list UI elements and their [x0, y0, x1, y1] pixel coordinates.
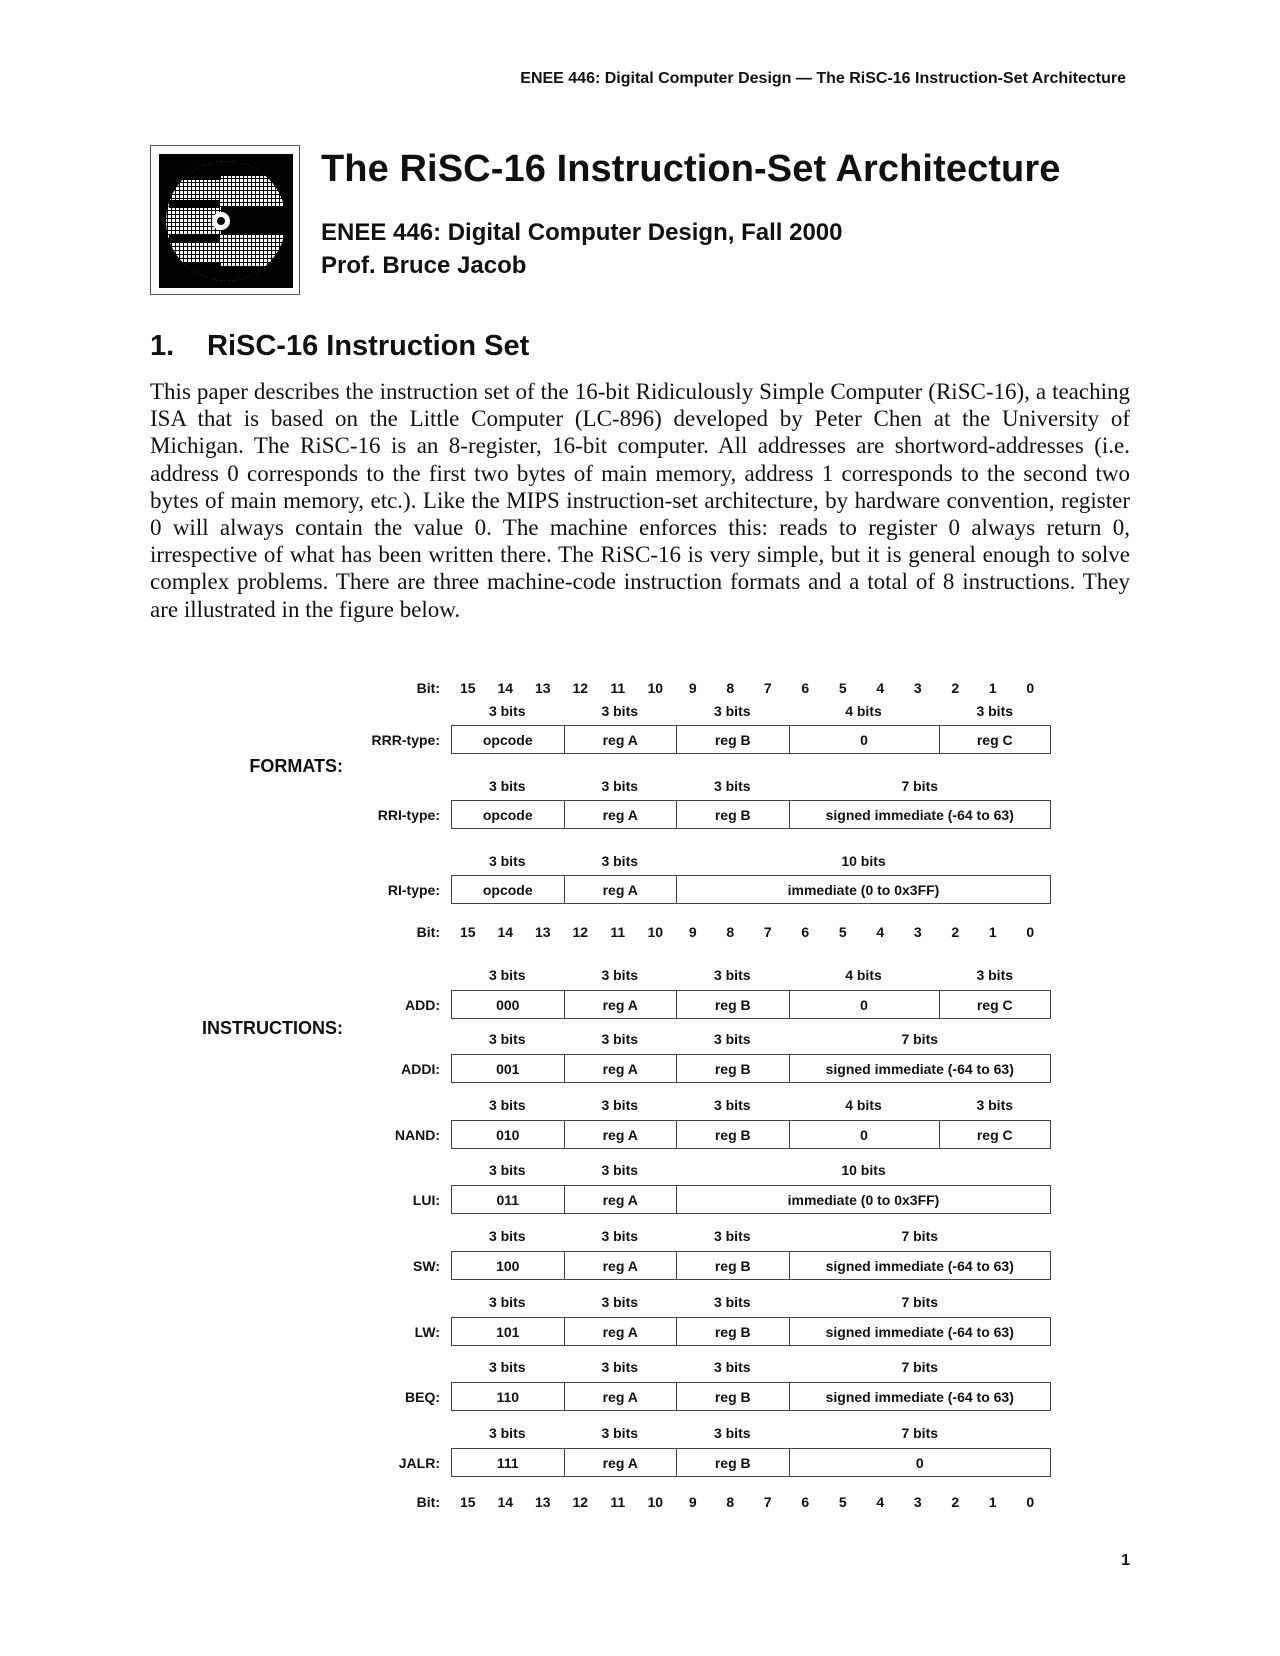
bit-number: 11: [610, 924, 626, 940]
row-label: LUI:: [412, 1192, 440, 1208]
bit-count-caption: 7 bits: [901, 1294, 939, 1310]
field-box: reg A: [564, 1382, 678, 1411]
field-box: reg B: [676, 1054, 790, 1083]
row-label: ADDI:: [401, 1061, 440, 1077]
row-label: RRI-type:: [377, 807, 440, 823]
field-box: reg A: [564, 1120, 678, 1149]
bit-count-caption: 3 bits: [713, 1359, 751, 1375]
bit-row-label: Bit:: [416, 680, 440, 696]
bit-number: 12: [572, 680, 589, 696]
bit-number: 7: [763, 924, 772, 940]
bit-count-caption: 3 bits: [713, 1425, 751, 1441]
field-box: 111: [451, 1448, 565, 1477]
bit-number: 1: [988, 680, 997, 696]
bit-count-caption: 3 bits: [976, 967, 1014, 983]
field-box: reg A: [564, 990, 678, 1019]
bit-number: 3: [913, 1494, 922, 1510]
bit-count-caption: 3 bits: [601, 967, 639, 983]
bit-number: 13: [534, 924, 551, 940]
bit-row-label: Bit:: [416, 1494, 440, 1510]
section-number: 1.: [150, 330, 175, 362]
formats-heading: FORMATS:: [249, 756, 343, 776]
course-line: ENEE 446: Digital Computer Design, Fall 2000: [321, 219, 843, 246]
logo-graphic: [159, 154, 293, 288]
bit-number: 11: [610, 680, 626, 696]
bit-count-caption: 3 bits: [976, 1097, 1014, 1113]
bit-number: 0: [1026, 1494, 1035, 1510]
bit-number: 8: [726, 924, 735, 940]
field-box: 0: [789, 1448, 1052, 1477]
bit-count-caption: 3 bits: [601, 1359, 639, 1375]
bit-number: 15: [459, 1494, 476, 1510]
bit-number: 9: [688, 680, 697, 696]
field-box: 0: [789, 725, 940, 754]
bit-count-caption: 7 bits: [901, 1031, 939, 1047]
bit-number: 12: [572, 1494, 589, 1510]
field-box: 010: [451, 1120, 565, 1149]
bit-number: 14: [497, 680, 514, 696]
bit-number: 1: [988, 924, 997, 940]
bit-number: 5: [838, 1494, 847, 1510]
subtitle-block: [321, 216, 842, 282]
bit-count-caption: 10 bits: [841, 853, 886, 869]
row-label: SW:: [413, 1258, 440, 1274]
field-box: opcode: [451, 725, 565, 754]
bit-number: 4: [876, 924, 885, 940]
bit-count-caption: 3 bits: [713, 1294, 751, 1310]
running-head: ENEE 446: Digital Computer Design — The RiSC-16 Instruction-Set Architecture: [520, 70, 1126, 87]
field-box: reg A: [564, 875, 678, 904]
bit-count-caption: 3 bits: [601, 1097, 639, 1113]
field-box: signed immediate (-64 to 63): [789, 800, 1052, 829]
field-box: 101: [451, 1317, 565, 1346]
bit-number: 5: [838, 680, 847, 696]
field-box: opcode: [451, 800, 565, 829]
bit-number: 14: [497, 1494, 514, 1510]
bit-number: 10: [647, 1494, 664, 1510]
row-label: BEQ:: [405, 1389, 440, 1405]
bit-count-caption: 7 bits: [901, 778, 939, 794]
instructions-heading: INSTRUCTIONS:: [202, 1018, 343, 1038]
field-box: signed immediate (-64 to 63): [789, 1382, 1052, 1411]
bit-number: 8: [726, 1494, 735, 1510]
bit-number: 2: [951, 1494, 960, 1510]
bit-count-caption: 3 bits: [713, 1228, 751, 1244]
field-box: opcode: [451, 875, 565, 904]
bit-count-caption: 3 bits: [488, 1031, 526, 1047]
bit-count-caption: 3 bits: [601, 1294, 639, 1310]
bit-number: 12: [572, 924, 589, 940]
bit-count-caption: 3 bits: [601, 778, 639, 794]
bit-count-caption: 3 bits: [488, 1294, 526, 1310]
bit-number: 4: [876, 1494, 885, 1510]
bit-count-caption: 3 bits: [488, 703, 526, 719]
bit-number: 1: [988, 1494, 997, 1510]
bit-number: 9: [688, 924, 697, 940]
intro-paragraph: This paper describes the instruction set of the 16-bit Ridiculously Simple Computer (RiSC-16), a teaching ISA that is based on the Little Computer (LC-896) developed by Peter Chen at the University of Michigan. The RiSC-16 is an 8-register, 16-bit computer. All addresses are shortword-addresses (i.e. address 0 corresponds to the first two bytes of main memory, address 1 corresponds to the second two bytes of main memory, etc.). Like the MIPS instruction-set architecture, by hardware convention, register 0 will always contain the value 0. The machine enforces this: reads to register 0 always return 0, irrespective of what has been written there. The RiSC-16 is very simple, but it is general enough to solve complex problems. There are three machine-code instruction formats and a total of 8 instructions. They are illustrated in the figure below.: [150, 379, 1130, 622]
author-line: Prof. Bruce Jacob: [321, 252, 527, 279]
bit-number: 3: [913, 924, 922, 940]
bit-row-label: Bit:: [416, 924, 440, 940]
bit-count-caption: 7 bits: [901, 1228, 939, 1244]
field-box: reg A: [564, 1251, 678, 1280]
field-box: reg C: [939, 990, 1052, 1019]
bit-count-caption: 3 bits: [601, 853, 639, 869]
bit-number: 10: [647, 680, 664, 696]
bit-count-caption: 3 bits: [488, 1162, 526, 1178]
bit-number: 3: [913, 680, 922, 696]
field-box: 0: [789, 990, 940, 1019]
bit-count-caption: 3 bits: [976, 703, 1014, 719]
bit-count-caption: 3 bits: [488, 1228, 526, 1244]
row-label: RI-type:: [387, 882, 440, 898]
field-box: 000: [451, 990, 565, 1019]
field-box: signed immediate (-64 to 63): [789, 1317, 1052, 1346]
bit-count-caption: 3 bits: [601, 1228, 639, 1244]
bit-count-caption: 4 bits: [845, 1097, 882, 1113]
page-number: 1: [1121, 1552, 1130, 1569]
bit-count-caption: 3 bits: [713, 967, 751, 983]
field-box: reg A: [564, 1054, 678, 1083]
bit-number: 9: [688, 1494, 697, 1510]
field-box: immediate (0 to 0x3FF): [676, 875, 1051, 904]
bit-count-caption: 3 bits: [713, 778, 751, 794]
bit-count-caption: 7 bits: [901, 1359, 939, 1375]
bit-count-caption: 3 bits: [713, 1031, 751, 1047]
bit-number: 15: [459, 924, 476, 940]
row-label: RRR-type:: [371, 732, 440, 748]
bit-number: 2: [951, 680, 960, 696]
bit-number: 6: [801, 1494, 810, 1510]
bit-number: 13: [534, 1494, 551, 1510]
bit-number: 4: [876, 680, 885, 696]
field-box: reg A: [564, 800, 678, 829]
bit-number: 6: [801, 680, 810, 696]
bit-number: 7: [763, 1494, 772, 1510]
bit-number: 11: [610, 1494, 626, 1510]
field-box: reg B: [676, 1120, 790, 1149]
bit-count-caption: 3 bits: [488, 1425, 526, 1441]
bit-number: 10: [647, 924, 664, 940]
row-label: NAND:: [394, 1127, 440, 1143]
bit-count-caption: 3 bits: [488, 853, 526, 869]
field-box: reg B: [676, 1448, 790, 1477]
field-box: reg B: [676, 725, 790, 754]
bit-count-caption: 4 bits: [845, 703, 882, 719]
field-box: reg C: [939, 1120, 1052, 1149]
section-title: RiSC-16 Instruction Set: [207, 330, 530, 362]
bit-count-caption: 3 bits: [601, 703, 639, 719]
bit-number: 7: [763, 680, 772, 696]
field-box: reg A: [564, 725, 678, 754]
field-box: 001: [451, 1054, 565, 1083]
bit-number: 5: [838, 924, 847, 940]
bit-count-caption: 3 bits: [601, 1162, 639, 1178]
bit-number: 0: [1026, 924, 1035, 940]
bit-number: 2: [951, 924, 960, 940]
bit-count-caption: 3 bits: [488, 1359, 526, 1375]
field-box: 0: [789, 1120, 940, 1149]
row-label: ADD:: [405, 997, 440, 1013]
bit-number: 0: [1026, 680, 1035, 696]
field-box: reg A: [564, 1185, 678, 1214]
field-box: reg C: [939, 725, 1052, 754]
field-box: reg B: [676, 990, 790, 1019]
field-box: reg B: [676, 800, 790, 829]
field-box: reg A: [564, 1317, 678, 1346]
bit-count-caption: 3 bits: [488, 1097, 526, 1113]
bit-count-caption: 3 bits: [601, 1031, 639, 1047]
bit-count-caption: 3 bits: [713, 1097, 751, 1113]
section-heading: [150, 330, 529, 363]
bit-count-caption: 7 bits: [901, 1425, 939, 1441]
field-box: immediate (0 to 0x3FF): [676, 1185, 1051, 1214]
bit-count-caption: 3 bits: [601, 1425, 639, 1441]
field-box: reg B: [676, 1251, 790, 1280]
bit-number: 6: [801, 924, 810, 940]
bit-number: 13: [534, 680, 551, 696]
bit-count-caption: 3 bits: [713, 703, 751, 719]
field-box: reg B: [676, 1317, 790, 1346]
bit-number: 8: [726, 680, 735, 696]
field-box: signed immediate (-64 to 63): [789, 1054, 1052, 1083]
bit-count-caption: 3 bits: [488, 778, 526, 794]
field-box: 110: [451, 1382, 565, 1411]
bit-number: 14: [497, 924, 514, 940]
bit-number: 15: [459, 680, 476, 696]
field-box: signed immediate (-64 to 63): [789, 1251, 1052, 1280]
bit-count-caption: 3 bits: [488, 967, 526, 983]
bit-count-caption: 10 bits: [841, 1162, 886, 1178]
field-box: reg B: [676, 1382, 790, 1411]
field-box: 100: [451, 1251, 565, 1280]
row-label: JALR:: [398, 1455, 440, 1471]
field-box: 011: [451, 1185, 565, 1214]
document-title: The RiSC-16 Instruction-Set Architecture: [321, 148, 1061, 190]
umd-engineering-e-logo-icon: [150, 145, 300, 295]
row-label: LW:: [414, 1324, 440, 1340]
field-box: reg A: [564, 1448, 678, 1477]
bit-count-caption: 4 bits: [845, 967, 882, 983]
